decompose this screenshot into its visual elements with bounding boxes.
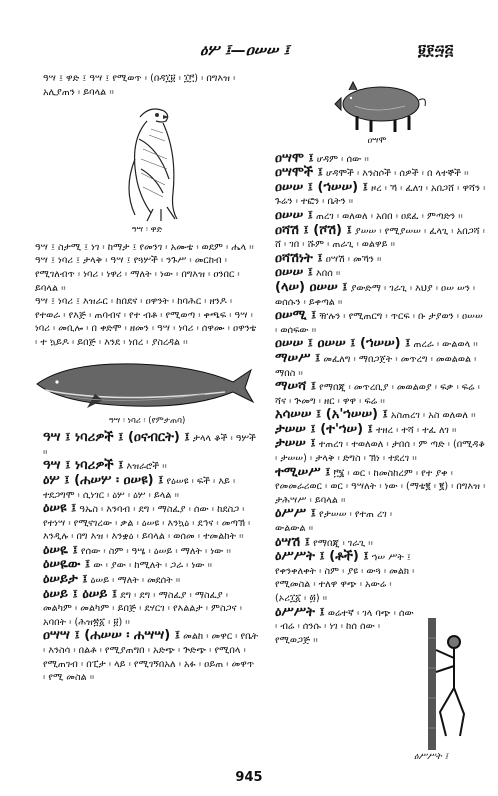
dictionary-entry: ታሠሠ ፤ ተጠረገ ፡ ተወለወለ ፡ ታበሰ ፡ ም ጣድ ፡ (በሚዳቆ ፡ ታሠሠ) ፡ ታላቅ ፡ ድግስ ፡ ኽነ ፡ ተደረገ ፡፡ <box>275 436 485 465</box>
entry-para: ዓሣ ፤ ነባሪ ፤ ታላቅ ፡ ዓሣ ፤ የጓሦች ፡ ንጉሥ ፡ መርከብ ፡ የሚገለብጥ ፡ ነባሪ ፡ ነዋሪ ፡ ማለት ፡ ነው ፡ በግእዝ ፡ ዐንበር ፡ ይባላል ፡፡ <box>35 255 240 294</box>
dictionary-entry: ዐሣሞ ፤ ሆዳም ፡ ሰው ፡፡ <box>275 150 369 166</box>
dictionary-entry: ዕሣሽ ፤ የማበጂ ፡ ገራጊ ፡፡ <box>275 534 373 550</box>
dictionary-entry: ዓሣ ፤ ነባሪዎች ፤ (ዐናብርት) ፤ ታላላ ቆች ፡ ዓሦች ፡፡ <box>43 430 256 458</box>
dictionary-entry: ታሠሠ ፤ (ተ'ኀሠ) ፤ ተዘረ ፡ ተሻ ፡ ተፈ ለገ ፡፡ <box>275 421 457 437</box>
dictionary-entry: ዕሠይ ፤ ዕሠይ ፤ ደግ ፡ ደግ ፡ ማስፈያ ፡ ማስፈያ ፡ መልካም ፡ መልካም ፡ ይበጅ ፡ ደሃርገ ፡ የእልልታ ፡ ምስጋና ፡ አባበት ፡ (ሕዝ፳፩ ፡ ፱) ፡፡ <box>43 586 242 628</box>
right-entries <box>267 152 487 648</box>
left-column <box>35 72 259 685</box>
dictionary-entry: ዐሣሣ ፤ (ሐሠሠ ፡ ሐሣሣ) ፤ መልከ ፡ መዋር ፡ የቤት ፡ እንስሳ ፡ በልቶ ፡ የሚያጠግበ ፡ አድጭ ፡ ጕድጭ ፡ የሚበላ ፡ የሚጠገብ ፡ በፒታ ፡ ላይ ፡ የሚገኝበአለ ፡ አፉ ፡ ዐይጠ ፡ መዋጥ ፡ የሚ መስል ፡፡ <box>43 628 259 684</box>
dictionary-entry: ዕሦ ፤ (ሐሠሦ ፡ ዐሠዩ) ፤ የዕሠዩ ፡ ፍች ፡ እይ ፡ ተደጋግሞ ፡ ሲነገር ፡ ዕሦ ፡ ዕሦ ፡ ይላል ፡፡ <box>43 472 236 501</box>
running-title: ዕሦ ፤—ዐሠሠ ፤ <box>200 41 290 59</box>
dictionary-entry: ማሠሻ ፤ የማበጂ ፡ መጥረቢያ ፡ መወልወያ ፡ ፍቃ ፡ ፍሬ ፡ ሻና ፡ ጕመግ ፡ ዘር ፡ ዋዋ ፡ ፍሬ ፡፡ <box>275 379 480 407</box>
dictionary-entry: ዕሥሥት ፤ ወሬተኛ ፡ ገላ ባጭ ፡ ሰው ፡ ብሬ ፡ ሰንሱ ፡ ነገ ፡ ከሰ ሰው ፡ የሚወጋጅ ፡፡ <box>275 604 414 646</box>
pig-caption: ዐሣሞ <box>367 136 387 146</box>
hawk-icon <box>35 99 259 223</box>
dictionary-entry: ዐሠሠ ፤ (ኀሠሠ) ፤ ዞረ ፡ ኻ ፡ ፈለገ ፡ አበጋሸ ፡ ዋሻን ፡ ጉሬን ፡ ተፎን ፡ ቤትን ፡፡ <box>275 179 486 208</box>
dictionary-entry: ዐሠሠ ፤ እበሰ ፡፡ <box>275 265 341 281</box>
whale-caption: ዓሣ ፡ ነባሪ ፡ (የምታጠባ) <box>108 415 186 426</box>
dictionary-entry: ዐሣሞች ፤ ሆዳሞች ፡ እንስሶች ፡ ሰዎች ፡ በ ላተኞች ፡፡ <box>275 165 469 181</box>
dictionary-entry: ዓሣ ፤ ነባሪዎች ፤ እዝራሮች ፡፡ <box>43 458 167 474</box>
entry-para: ዓሣ ፤ ነባሪ ፤ እዝራር ፡ ከበደና ፡ ዐዋንት ፡ ከባሕር ፡ ዘንዶ ፡ የተወራ ፡ የእጅ ፡ ጠባብና ፡ የተ ብቶ ፡ የሚወጣ ፡ ቀጫፍ ፡ ዓሣ ፡ ነባሪ ፡ መቢሎ ፡ በ ቀድሞ ፡ ዘመን ፡ ዓሣ ፡ ነባሪ ፡ ሰዋሙ ፡ ዐዋንቴ ፡ ተ ኳይዶ ፡ ይበጅ ፡ እንደ ፡ ነበረ ፡ ያስረዳል ፡፡ <box>35 296 257 348</box>
narrow-entries <box>267 507 417 647</box>
dictionary-entry: አሳሠሠ ፤ (አ'ኀሠሠ) ፤ አስጠረገ ፡ አስ ወለወለ ፡፡ <box>275 407 476 423</box>
dictionary-entry: ዕሠዩ ፤ ዓኤስ ፡ እንባብ ፡ ደግ ፡ ማስፈያ ፡ ሰው ፡ ከደስጋ ፡ የተነሣ ፡ የሚናገረው ፡ ቃል ፡ ዕሠዩ ፡ እንኳዕ ፡ ደኅና ፡ መጣኽ ፡ እንዲሉ ፡ በግ እዝ ፡ እንቋዕ ፡ ይባላል ፡ ወሰመ ፡ ተመልከት ፡፡ <box>43 501 251 543</box>
climbing-man-icon <box>420 618 480 750</box>
hawk-illustration <box>35 99 259 223</box>
dictionary-entry: ዐሠሠ ፤ ዐሠሠ ፤ (ኀሠሠ) ፤ ጠረራ ፡ ውልወላ ፡፡ <box>275 336 478 352</box>
left-entries <box>35 431 259 685</box>
dictionary-entry: ዐሻሽነት ፤ ዐሣሽ ፡ መኻን ፡፡ <box>275 250 382 266</box>
entry-para: ዓሣ ፤ ስታሚ ፤ ነገ ፡ ከማታ ፤ የመንገ ፡ አሙቴ ፡ ወደም ፡ ሔላ ፡፡ <box>35 241 254 253</box>
pig-illustration <box>267 72 487 134</box>
page-header <box>0 41 498 61</box>
pig-icon <box>267 72 487 134</box>
dictionary-entry: ዐሠሚ ፤ ዥሉን ፡ የሚጠርግ ፡ ጥርፍ ፡ ቡ ታያወን ፡ ዐሠሠ ፡ ወሰፍው ፡፡ <box>275 308 483 336</box>
dictionary-entry: ዕሠዬ ፤ የሰው ፡ ስም ፡ ዓሤ ፡ ዕሠይ ፡ ማለት ፡ ነው ፡፡ <box>43 542 231 558</box>
page-number: 945 <box>235 770 263 785</box>
whale-illustration <box>35 350 259 414</box>
dictionary-entry: (ላሠ) ዐሠሠ ፤ ያውድማ ፡ ገራጊ ፡ እህያ ፡ ዐሠ ሠን ፡ ወሰሱን ፡ ይቀጣል ፡፡ <box>275 279 476 308</box>
right-column <box>267 72 487 647</box>
climber-caption: ዕሥሥት ፤ <box>414 752 449 762</box>
dictionary-entry: ዕሥሥ ፤ የታሠሠ ፡ የተጠ ረገ ፡ ውልውል ፡፡ <box>275 506 393 535</box>
dictionary-entry: ዕሠዬው ፤ ው ፡ ያው ፡ ከሚለት ፡ ጋራ ፡ ነው ፡፡ <box>43 557 213 573</box>
dictionary-entry: ዐሻሽ ፤ (ሾሽ) ፤ ያሠሠ ፡ የሚያሠሠ ፡ ፈላጊ ፡ አበጋሻ ፡ ሸ ፡ ገበ ፡ ሹም ፡ ጠራጊ ፡ ወልዋይ ፡፡ <box>275 222 485 251</box>
whale-icon <box>35 350 259 414</box>
dictionary-entry: ዕሥሥት ፤ (ቶች) ፤ ኀሠ ሥት ፤ የቀንቀለቀት ፡ ስም ፡ ያዩ ፡ ውጓ ፡ መልክ ፡ የሚመስል ፡ ተለዋ ዋጭ ፡ አውሬ ፡ (ኦሪ፲፩ ፡ ፴) ፡፡ <box>275 549 415 604</box>
dictionary-entry: ዐሠሠ ፤ ጠረገ ፡ ወለወለ ፡ አበበ ፡ ዐደፈ ፡ ምጣድን ፡፡ <box>275 207 463 223</box>
page-code: ፱፻፵፭ <box>418 41 454 59</box>
entry-para: ዓሣ ፤ ዋድ ፤ ዓሣ ፤ የሚወጥ ፡ (በዳ፲፱ ፡ ፲፫) ፡ በግእዝ ፡ አሊያጠን ፡ ይባላል ፡፡ <box>43 73 236 98</box>
hawk-caption: ዓሣ ፡ ዋድ <box>131 225 163 236</box>
dictionary-entry: ተሚሠሥ ፤ ፫፮ ፡ ወር ፡ ከመስከረም ፡ የተ ያቀ ፡ የመመራሪወር ፡ ወር ፡ ዓሣለት ፡ ነው ፡ (ማቴ፪ ፡ ፪) ፡ በግእዝ ፡ ታሕሣሥ ፡ ይባላል ፡፡ <box>275 464 486 506</box>
climber-illustration <box>420 618 480 754</box>
dictionary-entry: ዕሠይታ ፤ ዕሠይ ፡ ማለት ፡ መደሰት ፡፡ <box>43 572 181 588</box>
dictionary-entry: ማሠሥ ፤ መፈለግ ፡ ማበጋጀት ፡ መጥረግ ፡ መወልወል ፡ ማበስ ፡፡ <box>275 350 477 379</box>
